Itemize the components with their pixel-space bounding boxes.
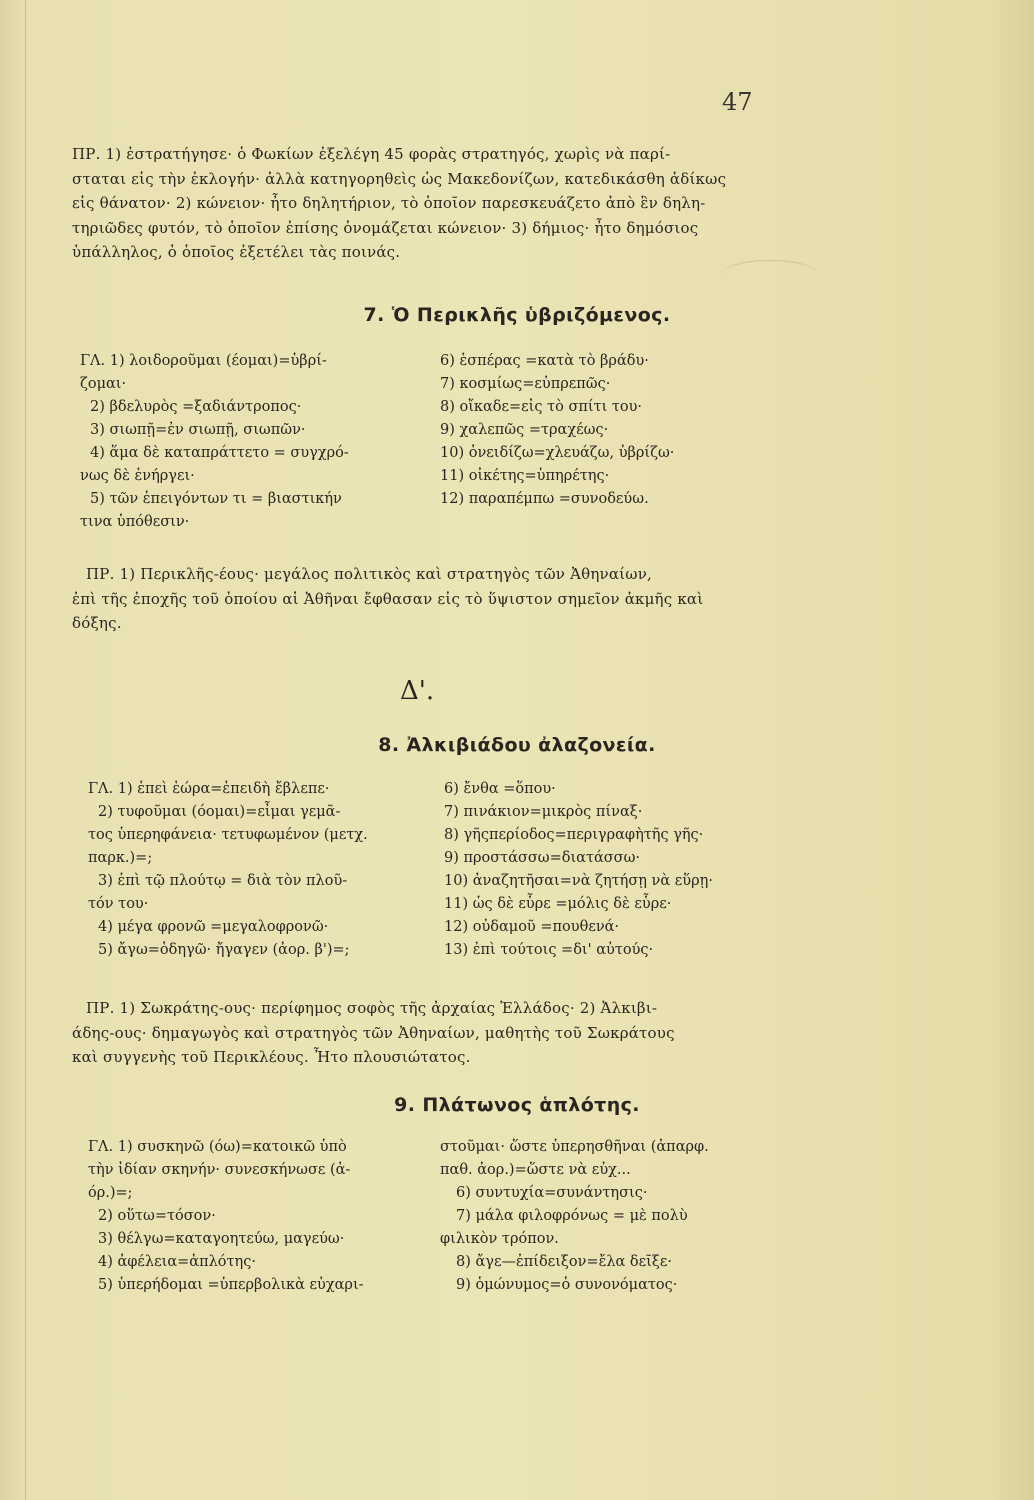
- chapter-delta-heading: Δ'.: [400, 676, 435, 706]
- intro-line: τηριῶδες φυτόν, τὸ ὁποῖον ἐπίσης ὀνομάζεται κώνειον· 3) δήμιος· ἦτο δημόσιος: [72, 218, 699, 237]
- glossary-line: 6) ἔνθα =ὅπου·: [444, 781, 556, 797]
- glossary-line: 13) ἐπὶ τούτοις =δι' αὐτούς·: [444, 942, 654, 958]
- glossary-line: 8) γῆςπερίοδος=περιγραφὴτῆς γῆς·: [444, 827, 704, 843]
- glossary-line: νως δὲ ἐνήργει·: [80, 468, 195, 484]
- glossary-line: 4) ἅμα δὲ καταπράττετο = συγχρό-: [90, 445, 349, 461]
- note-line: δόξης.: [72, 614, 122, 632]
- glossary-line: 5) ὑπερήδομαι =ὑπερβολικὰ εὐχαρι-: [98, 1277, 364, 1293]
- glossary-line: 12) παραπέμπω =συνοδεύω.: [440, 491, 649, 507]
- glossary-line: στοῦμαι· ὥστε ὑπερησθῆναι (ἀπαρφ.: [440, 1139, 709, 1155]
- glossary-line: ΓΛ. 1) συσκηνῶ (όω)=κατοικῶ ὑπὸ: [88, 1139, 347, 1155]
- intro-line: ΠΡ. 1) ἐστρατήγησε· ὁ Φωκίων ἐξελέγη 45 φορὰς στρατηγός, χωρὶς νὰ παρί-: [72, 145, 671, 163]
- section-7-note: [72, 562, 788, 636]
- glossary-line: 9) προστάσσω=διατάσσω·: [444, 850, 641, 866]
- glossary-line: 3) θέλγω=καταγοητεύω, μαγεύω·: [98, 1231, 345, 1247]
- glossary-line: 2) βδελυρὸς =ξαδιάντροπος·: [90, 399, 302, 415]
- note-line: ΠΡ. 1) Περικλῆς-έους· μεγάλος πολιτικὸς καὶ στρατηγὸς τῶν Ἀθηναίων,: [86, 565, 652, 583]
- glossary-line: τινα ὑπόθεσιν·: [80, 514, 190, 530]
- glossary-line: 4) ἀφέλεια=ἁπλότης·: [98, 1254, 256, 1270]
- glossary-line: τὴν ἰδίαν σκηνήν· συνεσκήνωσε (ἀ-: [88, 1162, 351, 1178]
- glossary-line: τος ὑπερηφάνεια· τετυφωμένον (μετχ.: [88, 827, 368, 843]
- section-9-glossary-left: [88, 1136, 436, 1297]
- intro-line: σταται εἰς τὴν ἐκλογήν· ἀλλὰ κατηγορηθεὶς ὡς Μακεδονίζων, κατεδικάσθη ἀδίκως: [72, 169, 727, 188]
- glossary-line: ΓΛ. 1) λοιδοροῦμαι (έομαι)=ὑβρί-: [80, 353, 327, 369]
- section-9-glossary-right: [440, 1136, 790, 1297]
- glossary-line: 10) ὀνειδίζω=χλευάζω, ὑβρίζω·: [440, 445, 675, 461]
- section-7-title: 7. Ὁ Περικλῆς ὑβριζόμενος.: [363, 304, 671, 326]
- glossary-line: 6) συντυχία=συνάντησις·: [456, 1185, 648, 1201]
- glossary-line: 2) τυφοῦμαι (όομαι)=εἶμαι γεμᾶ-: [98, 804, 341, 820]
- glossary-line: 10) ἀναζητῆσαι=νὰ ζητήσῃ νὰ εὕρῃ·: [444, 873, 713, 889]
- glossary-line: φιλικὸν τρόπον.: [440, 1231, 559, 1247]
- glossary-line: 7) πινάκιον=μικρὸς πίναξ·: [444, 804, 643, 820]
- glossary-line: 8) ἄγε—ἐπίδειξον=ἔλα δεῖξε·: [456, 1254, 672, 1270]
- glossary-line: ΓΛ. 1) ἐπεὶ ἑώρα=ἐπειδὴ ἔβλεπε·: [88, 781, 330, 797]
- glossary-line: τόν του·: [88, 896, 149, 912]
- glossary-line: 7) κοσμίως=εὐπρεπῶς·: [440, 376, 611, 392]
- section-8-title: 8. Ἀλκιβιάδου ἀλαζονεία.: [378, 734, 656, 756]
- section-7-glossary-left: [80, 350, 430, 534]
- glossary-line: 2) οὕτω=τόσον·: [98, 1208, 216, 1224]
- glossary-line: παρκ.)=;: [88, 850, 153, 866]
- glossary-line: 5) τῶν ἐπειγόντων τι = βιαστικήν: [90, 491, 342, 507]
- page-number: 47: [722, 88, 753, 116]
- glossary-line: 11) ὡς δὲ εὗρε =μόλις δὲ εὗρε·: [444, 896, 672, 912]
- note-line: ἐπὶ τῆς ἐποχῆς τοῦ ὁποίου αἱ Ἀθῆναι ἔφθασαν εἰς τὸ ὕψιστον σημεῖον ἀκμῆς καὶ: [72, 589, 704, 608]
- glossary-line: 4) μέγα φρονῶ =μεγαλοφρονῶ·: [98, 919, 329, 935]
- glossary-line: 5) ἄγω=ὁδηγῶ· ἤγαγεν (ἀορ. β')=;: [98, 942, 350, 958]
- intro-paragraph: [72, 142, 788, 265]
- note-line: ΠΡ. 1) Σωκράτης-ους· περίφημος σοφὸς τῆς ἀρχαίας Ἑλλάδος· 2) Ἀλκιβι-: [86, 999, 658, 1017]
- section-8-glossary-right: [444, 778, 784, 962]
- glossary-line: όρ.)=;: [88, 1185, 133, 1201]
- glossary-line: 6) ἑσπέρας =κατὰ τὸ βράδυ·: [440, 353, 649, 369]
- section-8-note: [72, 996, 788, 1070]
- section-9-title: 9. Πλάτωνος ἁπλότης.: [394, 1094, 640, 1116]
- glossary-line: παθ. ἀορ.)=ὥστε νὰ εὐχ...: [440, 1162, 631, 1178]
- glossary-line: ζομαι·: [80, 376, 127, 392]
- glossary-line: 8) οἴκαδε=εἰς τὸ σπίτι του·: [440, 399, 643, 415]
- section-8-glossary-left: [88, 778, 440, 962]
- glossary-line: 12) οὐδαμοῦ =πουθενά·: [444, 919, 620, 935]
- glossary-line: 9) ὁμώνυμος=ὁ συνονόματος·: [456, 1277, 678, 1293]
- intro-line: εἰς θάνατον· 2) κώνειον· ἦτο δηλητήριον, τὸ ὁποῖον παρεσκευάζετο ἀπὸ ἓν δηλη-: [72, 194, 706, 212]
- glossary-line: 3) σιωπῇ=ἐν σιωπῇ, σιωπῶν·: [90, 422, 306, 438]
- section-7-glossary-right: [440, 350, 790, 511]
- glossary-line: 9) χαλεπῶς =τραχέως·: [440, 422, 609, 438]
- pencil-mark: [720, 260, 820, 291]
- glossary-line: 7) μάλα φιλοφρόνως = μὲ πολὺ: [456, 1208, 688, 1224]
- intro-line: ὑπάλληλος, ὁ ὁποῖος ἐξετέλει τὰς ποινάς.: [72, 243, 401, 261]
- glossary-line: 3) ἐπὶ τῷ πλούτῳ = διὰ τὸν πλοῦ-: [98, 873, 348, 889]
- note-line: καὶ συγγενὴς τοῦ Περικλέους. Ἦτο πλουσιώτατος.: [72, 1048, 471, 1066]
- note-line: άδης-ους· δημαγωγὸς καὶ στρατηγὸς τῶν Ἀθηναίων, μαθητὴς τοῦ Σωκράτους: [72, 1023, 675, 1042]
- glossary-line: 11) οἰκέτης=ὑπηρέτης·: [440, 468, 610, 484]
